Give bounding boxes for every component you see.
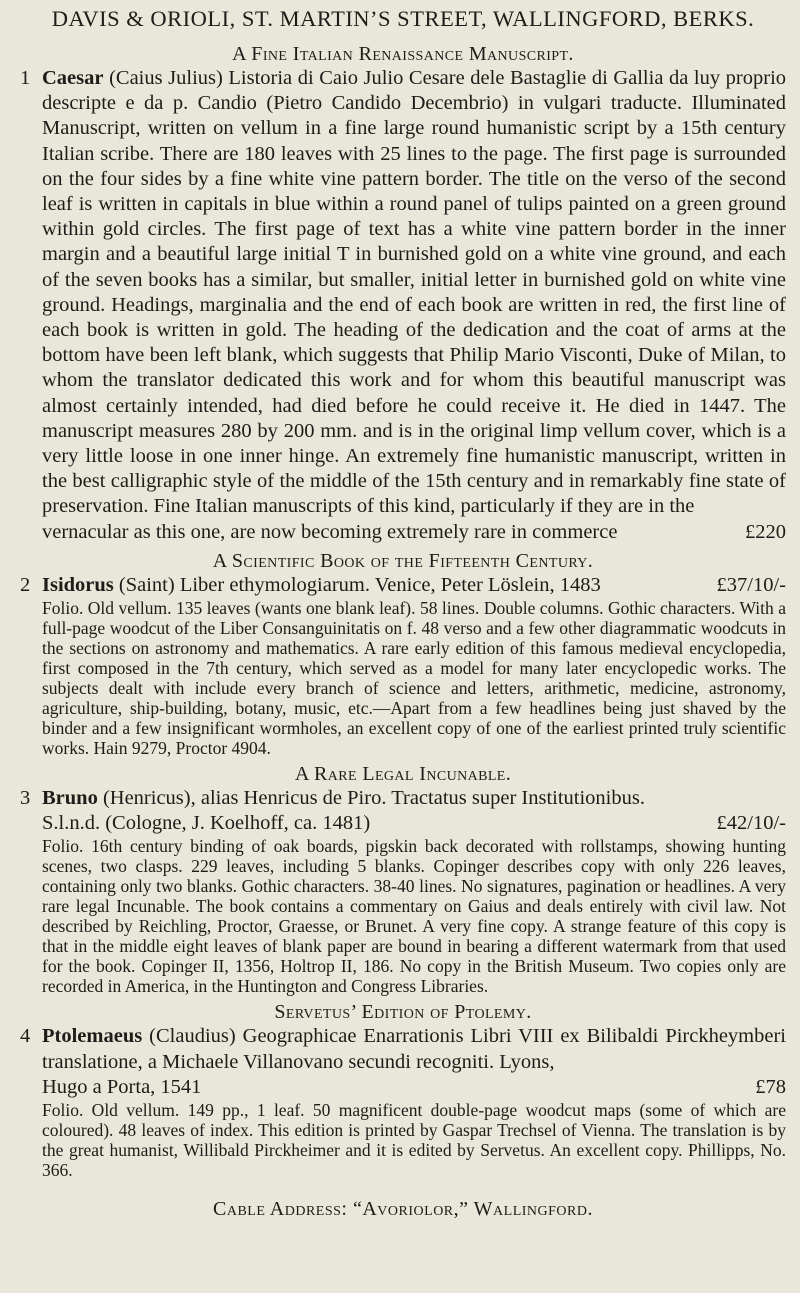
entry-price: £37/10/- xyxy=(716,573,786,596)
entry-price: £78 xyxy=(755,1075,786,1098)
entry-head: (Saint) Liber ethymologiarum. Venice, Peter Löslein, 1483 xyxy=(118,573,601,596)
page-header: DAVIS & ORIOLI, ST. MARTIN’S STREET, WALLINGFORD, BERKS. xyxy=(51,6,755,31)
entry-head-line xyxy=(20,1024,786,1074)
entry-name: Caesar xyxy=(42,67,104,89)
entry-body: Folio. Old vellum. 149 pp., 1 leaf. 50 magnificent double-page woodcut maps (some of which are coloured). 48 leaves of index. This edition is printed by Gaspar Trechsel of Vienna. The translation is by the great humanist, Willibald Pirckheimer and it is edited by Servetus. An excellent copy. Phillipps, No. 366. xyxy=(42,1100,786,1181)
entry-body: Folio. 16th century binding of oak boards, pigskin back decorated with rollstamps, showing hunting scenes, two clasps. 229 leaves, including 5 blanks. Copinger describes copy with only 226 leaves, containing only two blanks. Gothic characters. 38-40 lines. No signatures, pagination or headlines. A very rare legal Incunable. The book contains a commentary on Gaius and deals entirely with civil law. Not described by Reichling, Proctor, Graesse, or Brunet. A very fine copy. A strange feature of this copy is that in the middle eight leaves of blank paper are bound in bearing a different watermark from that used for the book. Copinger II, 1356, Holtrop II, 186. No copy in the British Museum. Two copies only are recorded in America, in the Huntington and Congress Libraries. xyxy=(42,836,786,997)
entry-last-line xyxy=(20,520,786,545)
entry-imprint-line xyxy=(20,811,786,836)
entry-imprint: Hugo a Porta, 1541 xyxy=(42,1075,202,1098)
entry-imprint-line xyxy=(20,1075,786,1100)
cable-address: Cable Address: “Avoriolor,” Wallingford. xyxy=(213,1198,593,1221)
entry-body: Folio. Old vellum. 135 leaves (wants one blank leaf). 58 lines. Double columns. Gothic characters. With a full-page woodcut of the Liber Consanguinitatis on f. 48 verso and a few other diagrammatic woodcuts in the sections on astronomy and mathematics. A rare early edition of this famous medieval encyclopedia, first composed in the 7th century, which served as a model for many later encyclopedic works. The subjects dealt with include every branch of science and letters, arithmetic, medicine, astronomy, agriculture, ship-building, botany, music, etc.—Apart from a few headlines being just shaved by the binder and a few insignificant wormholes, an excellent copy of one of the earliest printed truly scientific works. Hain 9279, Proctor 4904. xyxy=(42,598,786,759)
section-title-1: A Fine Italian Renaissance Manuscript. xyxy=(232,43,574,65)
entry-price: £42/10/- xyxy=(716,812,786,835)
entry-imprint: S.l.n.d. (Cologne, J. Koelhoff, ca. 1481) xyxy=(42,812,371,835)
entry-head: (Henricus), alias Henricus de Piro. Tractatus super Institutionibus. xyxy=(102,787,645,810)
entry-number: 3 xyxy=(20,787,31,810)
entry-text xyxy=(20,66,786,520)
entry-name: Ptolemaeus xyxy=(42,1025,143,1048)
entry-name: Bruno xyxy=(42,787,98,810)
entry-head-line xyxy=(20,573,786,598)
entry-3 xyxy=(20,786,786,836)
entry-3-details xyxy=(20,836,786,996)
entry-number: 1 xyxy=(20,67,31,89)
entry-4-details xyxy=(20,1100,786,1180)
entry-2-details xyxy=(20,598,786,758)
entry-body: (Caius Julius) Listoria di Caio Julio Cesare dele Bastaglie di Gallia da luy proprio descripte e da p. Candio (Pietro Candido Decembrio) in vulgari traducte. Illuminated Manuscript, written on vellum in a fine large round humanistic script by a 15th century Italian scribe. There are 180 leaves with 25 lines to the page. The first page is surrounded on the four sides by a fine white vine pattern border. The title on the verso of the second leaf is written in capitals in blue within a round panel of tulips painted on a green ground within gold circles. The first page of text has a white vine pattern border in the inner margin and a beautiful large initial T in burnished gold on a white vine ground, and each of the seven books has a similar, but smaller, initial letter in burnished gold on white vine ground. Headings, marginalia and the end of each book are written in red, the first line of each book is written in gold. The heading of the dedication and the coat of arms at the bottom have been left blank, which suggests that Philip Mario Visconti, Duke of Milan, to whom the translator dedicated this work and for whom this beautiful manuscript was almost certainly intended, had died before he could receive it. He died in 1447. The manuscript measures 280 by 200 mm. and is in the original limp vellum cover, which is a very little loose in one inner hinge. An extremely fine humanistic manuscript, written in the best calligraphic style of the middle of the 15th century and in remarkably fine state of preservation. Fine Italian manuscripts of this kind, particularly if they are in the xyxy=(42,67,787,518)
entry-last-text: vernacular as this one, are now becoming extremely rare in commerce xyxy=(42,520,618,543)
entry-head: (Claudius) Geographicae Enarrationis Libri VIII ex Bilibaldi Pirckheymberi translatione, a Michaele Villanovano secundi recogniti. Lyons, xyxy=(42,1025,787,1073)
entry-head-line xyxy=(20,786,786,811)
entry-name: Isidorus xyxy=(42,573,114,596)
entry-1 xyxy=(20,66,786,545)
entry-2 xyxy=(20,573,786,598)
section-title-3: A Rare Legal Incunable. xyxy=(294,763,512,786)
section-title-2: A Scientific Book of the Fifteenth Century. xyxy=(212,549,594,572)
entry-price: £220 xyxy=(745,520,786,543)
section-title-4: Servetus’ Edition of Ptolemy. xyxy=(274,1001,532,1024)
entry-number: 4 xyxy=(20,1025,31,1048)
entry-4 xyxy=(20,1024,786,1100)
entry-number: 2 xyxy=(20,573,31,596)
